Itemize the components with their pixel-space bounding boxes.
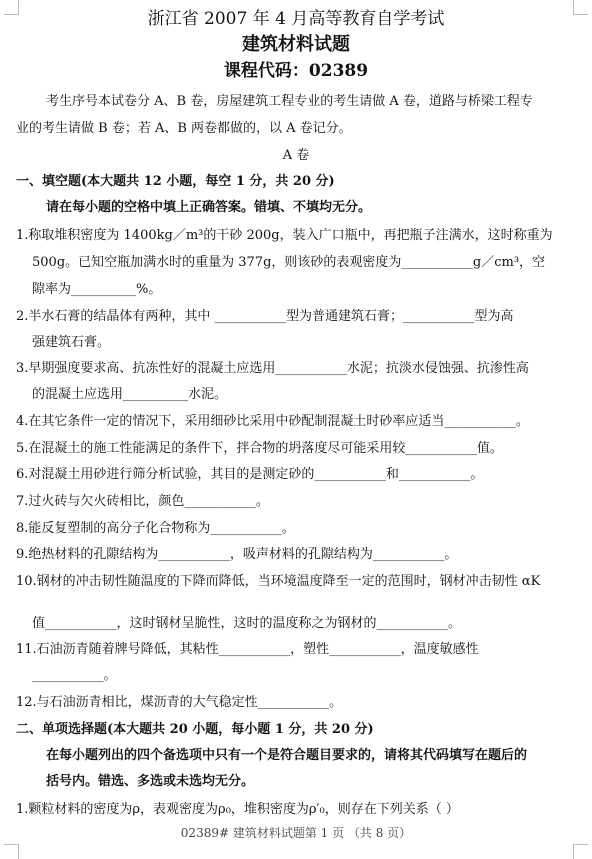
question-line: 2.半水石膏的结晶体有两种，其中 ___________型为普通建筑石膏；___________型为高 [16,309,514,324]
question-line: 11.石油沥青随着牌号降低，其粘性___________，塑性___________，温度敏感性 [16,642,479,657]
question-line: 1.称取堆积密度为 1400kg／m³的干砂 200g，装入广口瓶中，再把瓶子注满水，这时称重为 [16,228,553,243]
question-line: 值___________，这时钢材呈脆性，这时的温度称之为钢材的___________。 [32,616,462,631]
section2-instruction-2: 括号内。错选、多选或未选均无分。 [46,774,255,789]
instruction-line-2: 业的考生请做 B 卷；若 A、B 两卷都做的，以 A 卷记分。 [16,121,352,136]
section2-instruction-1: 在每小题列出的四个备选项中只有一个是符合题目要求的，请将其代码填写在题后的 [46,748,528,763]
question-line: 的混凝土应选用__________水泥。 [32,387,228,402]
course-code: 课程代码：02389 [223,61,369,81]
crop-mark-bottom-right [573,844,588,859]
section1-heading: 一、填空题(本大题共 12 小题，每空 1 分，共 20 分) [16,174,335,189]
question-line: 6.对混凝土用砂进行筛分析试验，其目的是测定砂的___________和___________。 [16,467,484,482]
question-line: 5.在混凝土的施工性能满足的条件下，拌合物的坍落度尽可能采用较___________值。 [16,441,503,456]
question-line: ___________。 [32,668,117,683]
section2-heading: 二、单项选择题(本大题共 20 小题，每小题 1 分，共 20 分) [16,722,374,737]
question-line: 3.早期强度要求高、抗冻性好的混凝土应选用___________水泥；抗淡水侵蚀强、抗渗性高 [16,361,529,376]
subject-title: 建筑材料试题 [242,34,350,55]
question-line: 9.绝热材料的孔隙结构为___________，吸声材料的孔隙结构为___________。 [16,547,458,562]
section1-instruction: 请在每小题的空格中填上正确答案。错填、不填均无分。 [46,200,372,215]
question-line: 500g。已知空瓶加满水时的重量为 377g，则该砂的表观密度为___________g／cm³，空 [32,255,546,270]
question-line: 隙率为__________%。 [32,282,162,297]
question-line: 8.能反复塑制的高分子化合物称为___________。 [16,521,295,536]
instruction-line-1: 考生序号本试卷分 A、B 卷，房屋建筑工程专业的考生请做 A 卷，道路与桥梁工程专 [46,94,533,109]
page-footer: 02389# 建筑材料试题第 1 页 （共 8 页） [180,826,412,840]
question-line: 1.颗粒材料的密度为ρ，表观密度为ρ₀，堆积密度为ρ′₀，则存在下列关系（ ） [16,802,459,817]
question-line: 10.钢材的冲击韧性随温度的下降而降低，当环境温度降至一定的范围时，钢材冲击韧性 αK [16,574,541,589]
question-line: 4.在其它条件一定的情况下，采用细砂比采用中砂配制混凝土时砂率应适当___________。 [16,414,529,429]
exam-title: 浙江省 2007 年 4 月高等教育自学考试 [147,9,445,29]
paper-label: A 卷 [282,148,310,163]
question-line: 强建筑石膏。 [32,335,111,350]
question-line: 7.过火砖与欠火砖相比，颜色___________。 [16,494,269,509]
question-line: 12.与石油沥青相比，煤沥青的大气稳定性___________。 [16,695,343,710]
crop-mark-bottom-left [4,844,19,859]
